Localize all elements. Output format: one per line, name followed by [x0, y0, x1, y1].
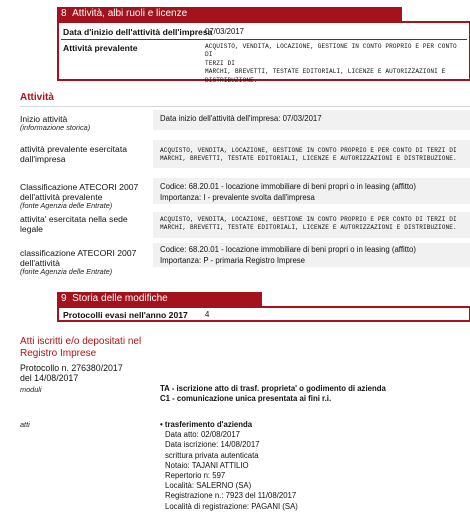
start-date-value: 07/03/2017: [205, 27, 245, 36]
section-9-box: [57, 306, 470, 322]
start-date-label: Data d'inizio dell'attività dell'impresa: [63, 27, 213, 37]
atti-label: atti: [20, 420, 30, 429]
protocolli-value: 4: [205, 310, 210, 319]
inizio-sublabel: (informazione storica): [20, 123, 91, 132]
section-8-box: [57, 21, 470, 84]
section-8-number: 8: [61, 8, 67, 19]
ateco1-codice: Codice: 68.20.01 - locazione immobiliare di beni propri o in leasing (affitto): [160, 182, 416, 191]
attivita-rule: [20, 106, 470, 107]
ateco1-importanza: Importanza: I - prevalente svolta dall'impresa: [160, 193, 315, 202]
sede-label: attivita' esercitata nella sede legale: [20, 214, 128, 234]
main-activity-label: Attività prevalente: [63, 43, 138, 53]
divider: [61, 39, 467, 40]
ateco2-label: classificazione ATECORI 2007 dell'attività: [20, 248, 137, 268]
main-activity-value: ACQUISTO, VENDITA, LOCAZIONE, GESTIONE IN CONTO PROPRIO E PER CONTO DI TERZI DI MARCHI, BREVETTI, TESTATE EDITORIALI, LICENZE E AUTORIZZAZIONI E DISTRIBUZIONE.: [205, 43, 457, 84]
atto-title: • trasferimento d'azienda: [160, 420, 253, 429]
attivita-heading: Attività: [20, 92, 54, 103]
ateco2-sublabel: (fonte Agenzia delle Entrate): [20, 267, 113, 276]
ateco1-sublabel: (fonte Agenzia delle Entrate): [20, 201, 113, 210]
moduli-label: moduli: [20, 385, 42, 394]
atti-heading: Atti iscritti e/o depositati nel Registro Imprese: [20, 336, 142, 359]
section-9-header: [57, 292, 262, 306]
section-8-title: Attività, albi ruoli e licenze: [72, 8, 188, 19]
sede-value: ACQUISTO, VENDITA, LOCAZIONE, GESTIONE IN CONTO PROPRIO E PER CONTO DI TERZI DI MARCHI, BREVETTI, TESTATE EDITORIALI, LICENZE E AUTORIZZAZIONI E DISTRIBUZIONE.: [160, 216, 457, 232]
moduli-list: TA - iscrizione atto di trasf. proprieta' o godimento di azienda C1 - comunicazione unica presentata ai fini r.i.: [160, 384, 386, 404]
prevalente-value: ACQUISTO, VENDITA, LOCAZIONE, GESTIONE IN CONTO PROPRIO E PER CONTO DI TERZI DI MARCHI, BREVETTI, TESTATE EDITORIALI, LICENZE E AUTORIZZAZIONI E DISTRIBUZIONE.: [160, 147, 457, 163]
protocollo-number: Protocollo n. 276380/2017 del 14/08/2017: [20, 363, 123, 383]
protocolli-label: Protocolli evasi nell'anno 2017: [63, 310, 188, 320]
inizio-value: Data inizio dell'attività dell'impresa: 07/03/2017: [160, 114, 322, 123]
ateco2-codice: Codice: 68.20.01 - locazione immobiliare di beni propri o in leasing (affitto): [160, 245, 416, 254]
section-9-number: 9: [61, 293, 67, 304]
atto-details: • trasferimento d'azienda Data atto: 02/08/2017 Data iscrizione: 14/08/2017 scrittura privata autenticata Notaio: TAJANI ATTILIO Repertorio n: 597 Località: SALERNO (SA) Registrazione n.: 7923 del 11/08/2017 Località di registrazione: PAGANI (SA): [160, 420, 298, 511]
section-9-title: Storia delle modifiche: [72, 293, 168, 304]
inizio-label: Inizio attività: [20, 114, 68, 124]
ateco1-label: Classificazione ATECORI 2007 dell'attività prevalente: [20, 182, 139, 202]
section-8-header: [57, 7, 402, 21]
prevalente-label: attività prevalente esercitata dall'impresa: [20, 144, 128, 164]
ateco2-importanza: Importanza: P - primaria Registro Imprese: [160, 256, 306, 265]
